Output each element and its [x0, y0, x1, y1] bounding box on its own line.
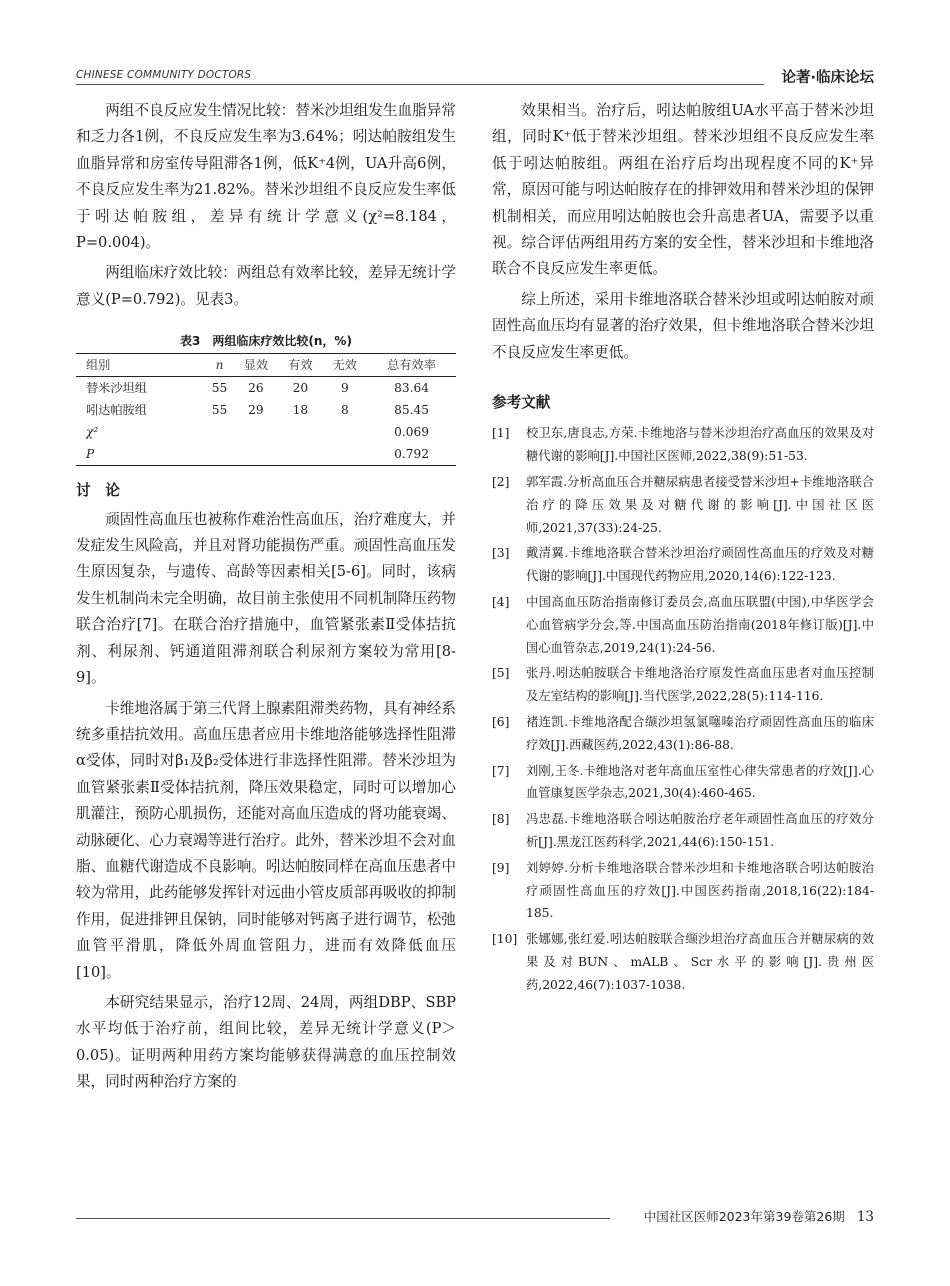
- reference-number: [5]: [492, 666, 510, 681]
- table-cell: [278, 443, 322, 466]
- table-cell: [205, 443, 233, 466]
- table-header-row: [76, 354, 456, 377]
- table-cell: [234, 421, 278, 443]
- table-cell: 8: [340, 403, 349, 418]
- footer: [644, 1207, 874, 1225]
- reference-text: 戴清翼.卡维地洛联合替米沙坦治疗顽固性高血压的疗效及对糖代谢的影响[J].中国现代药物应用,2020,14(6):122-123.: [526, 546, 874, 584]
- reference-text: 中国高血压防治指南修订委员会,高血压联盟(中国),中华医学会心血管病学分会,等.中国高血压防治指南(2018年修订版)[J].中国心血管杂志,2019,24(1):24-56.: [526, 595, 874, 655]
- reference-item: [492, 591, 874, 659]
- table-cell: 0.069: [394, 425, 429, 440]
- table-cell: 18: [292, 403, 309, 418]
- journal-english-title: CHINESE COMMUNITY DOCTORS: [76, 69, 252, 81]
- header-rule: [76, 84, 764, 85]
- table-cell: 吲达帕胺组: [86, 403, 147, 418]
- footer-rule: [76, 1218, 610, 1219]
- reference-item: [492, 808, 874, 854]
- reference-number: [1]: [492, 426, 510, 441]
- reference-number: [2]: [492, 475, 510, 490]
- reference-item: [492, 422, 874, 468]
- table-header-cell: 总有效率: [387, 358, 436, 373]
- table-cell: P: [86, 447, 95, 462]
- page-number: 13: [856, 1209, 874, 1225]
- table-caption: 表3 两组临床疗效比较(n，%): [180, 334, 352, 349]
- table-cell: 83.64: [394, 381, 429, 396]
- reference-text: 褚连凯.卡维地洛配合缬沙坦氢氯噻嗪治疗顽固性高血压的临床疗效[J].西藏医药,2022,43(1):86-88.: [526, 715, 874, 752]
- reference-text: 刘婷婷.分析卡维地洛联合替米沙坦和卡维地洛联合吲达帕胺治疗顽固性高血压的疗效[J].中国医药指南,2018,16(22):184-185.: [526, 860, 874, 921]
- reference-item: [492, 928, 874, 996]
- table-cell: [323, 443, 367, 466]
- left-column: [76, 98, 456, 1096]
- table-cell: 26: [248, 381, 264, 396]
- table-cell: [323, 421, 367, 443]
- table-row: [76, 399, 456, 421]
- table-header-cell: 组别: [86, 358, 111, 373]
- journal-citation: 中国社区医师2023年第39卷第26期: [643, 1209, 845, 1224]
- references-heading: 参考文献: [492, 394, 551, 412]
- reference-text: 刘刚,王冬.卡维地洛对老年高血压室性心律失常患者的疗效[J].心血管康复医学杂志,2021,30(4):460-465.: [526, 763, 874, 801]
- reference-item: [492, 857, 874, 925]
- table-cell: 20: [292, 381, 309, 396]
- adverse-reaction-paragraph: 两组不良反应发生情况比较：替米沙坦组发生血脂异常和乏力各1例，不良反应发生率为3.64%；吲达帕胺组发生血脂异常和房室传导阻滞各1例，低K⁺4例，UA升高6例，不良反应发生率为21.82%。替米沙坦组不良反应发生率低于吲达帕胺组，差异有统计学意义(χ²=8.184，P=0.004)。: [76, 102, 456, 252]
- reference-number: [10]: [492, 932, 518, 947]
- discussion-paragraph: 效果相当。治疗后，吲达帕胺组UA水平高于替米沙坦组，同时K⁺低于替米沙坦组。替米沙坦组不良反应发生率低于吲达帕胺组。两组在治疗后均出现程度不同的K⁺异常，原因可能与吲达帕胺存在的排钾效用和替米沙坦的保钾机制相关，而应用吲达帕胺也会升高患者UA，需要予以重视。综合评估两组用药方案的安全性，替米沙坦和卡维地洛联合不良反应发生率更低。: [492, 102, 874, 278]
- table-cell: 85.45: [394, 403, 429, 418]
- reference-number: [4]: [492, 595, 510, 610]
- reference-number: [8]: [492, 812, 510, 827]
- discussion-paragraph: 本研究结果显示，治疗12周、24周，两组DBP、SBP水平均低于治疗前，组间比较，差异无统计学意义(P＞0.05)。证明两种用药方案均能够获得满意的血压控制效果，同时两种治疗方案的: [76, 993, 456, 1091]
- reference-number: [7]: [492, 763, 510, 778]
- table-row: [76, 421, 456, 443]
- reference-item: [492, 662, 874, 708]
- reference-number: [3]: [492, 546, 510, 561]
- table-cell: 0.792: [394, 447, 429, 462]
- table-cell: χ²: [86, 425, 99, 440]
- efficacy-paragraph: 两组临床疗效比较：两组总有效率比较，差异无统计学意义(P=0.792)。见表3。: [76, 264, 456, 308]
- table-cell: 9: [340, 381, 349, 396]
- reference-item: [492, 471, 874, 539]
- table-cell: [234, 443, 278, 466]
- reference-text: 冯忠磊.卡维地洛联合吲达帕胺治疗老年顽固性高血压的疗效分析[J].黑龙江医药科学,2021,44(6):150-151.: [526, 812, 874, 850]
- right-column: [492, 98, 874, 1000]
- table-header-cell: 有效: [288, 358, 313, 373]
- table-header-cell: 无效: [332, 358, 357, 373]
- table-cell: [205, 421, 233, 443]
- conclusion-paragraph: 综上所述，采用卡维地洛联合替米沙坦或吲达帕胺对顽固性高血压均有显著的治疗效果，但卡维地洛联合替米沙坦不良反应发生率更低。: [492, 290, 874, 361]
- table-header-cell: n: [215, 358, 224, 373]
- reference-item: [492, 760, 874, 806]
- table-3: [76, 333, 456, 466]
- table-row: [76, 443, 456, 466]
- reference-list: [492, 422, 874, 996]
- table-cell: 替米沙坦组: [86, 381, 147, 396]
- reference-text: 郭军霞.分析高血压合并糖尿病患者接受替米沙坦+卡维地洛联合治疗的降压效果及对糖代谢的影响[J].中国社区医师,2021,37(33):24-25.: [526, 475, 874, 535]
- table-cell: 55: [211, 381, 228, 396]
- table-header-cell: 显效: [243, 358, 269, 373]
- table-cell: 55: [211, 403, 228, 418]
- table-row: [76, 377, 456, 400]
- section-label: 论著·临床论坛: [781, 70, 874, 86]
- discussion-paragraph: 卡维地洛属于第三代肾上腺素阻滞类药物，具有神经系统多重拮抗效用。高血压患者应用卡维地洛能够选择性阻滞α受体，同时对β₁及β₂受体进行非选择性阻滞。替米沙坦为血管紧张素Ⅱ受体拮抗剂，降压效果稳定，同时可以增加心肌灌注，预防心肌损伤，还能对高血压造成的肾功能衰竭、动脉硬化、心力衰竭等进行治疗。此外，替米沙坦不会对血脂、血糖代谢造成不良影响。吲达帕胺同样在高血压患者中较为常用，此药能够发挥针对远曲小管皮质部再吸收的抑制作用，促进排钾且保钠，同时能够对钙离子进行调节，松弛血管平滑肌，降低外周血管阻力，进而有效降低血压[10]。: [76, 699, 456, 981]
- table-cell: 29: [248, 403, 264, 418]
- reference-item: [492, 542, 874, 588]
- reference-text: 张娜娜,张红爱.吲达帕胺联合缬沙坦治疗高血压合并糖尿病的效果及对BUN、mALB、Scr水平的影响[J].贵州医药,2022,46(7):1037-1038.: [526, 932, 874, 992]
- reference-number: [6]: [492, 715, 510, 730]
- reference-number: [9]: [492, 860, 510, 875]
- discussion-paragraph: 顽固性高血压也被称作难治性高血压，治疗难度大，并发症发生风险高，并且对肾功能损伤严重。顽固性高血压发生原因复杂，与遗传、高龄等因素相关[5-6]。同时，该病发生机制尚未完全明确，故目前主张使用不同机制降压药物联合治疗[7]。在联合治疗措施中，血管紧张素Ⅱ受体拮抗剂、利尿剂、钙通道阻滞剂联合利尿剂方案较为常用[8-9]。: [76, 510, 456, 687]
- discussion-heading: 讨 论: [76, 482, 120, 500]
- reference-item: [492, 711, 874, 757]
- reference-text: 张丹.吲达帕胺联合卡维地洛治疗原发性高血压患者对血压控制及左室结构的影响[J].当代医学,2022,28(5):114-116.: [526, 666, 874, 704]
- table-cell: [278, 421, 322, 443]
- reference-text: 校卫东,唐良志,方荣.卡维地洛与替米沙坦治疗高血压的效果及对糖代谢的影响[J].中国社区医师,2022,38(9):51-53.: [526, 426, 874, 464]
- efficacy-table: [76, 353, 456, 466]
